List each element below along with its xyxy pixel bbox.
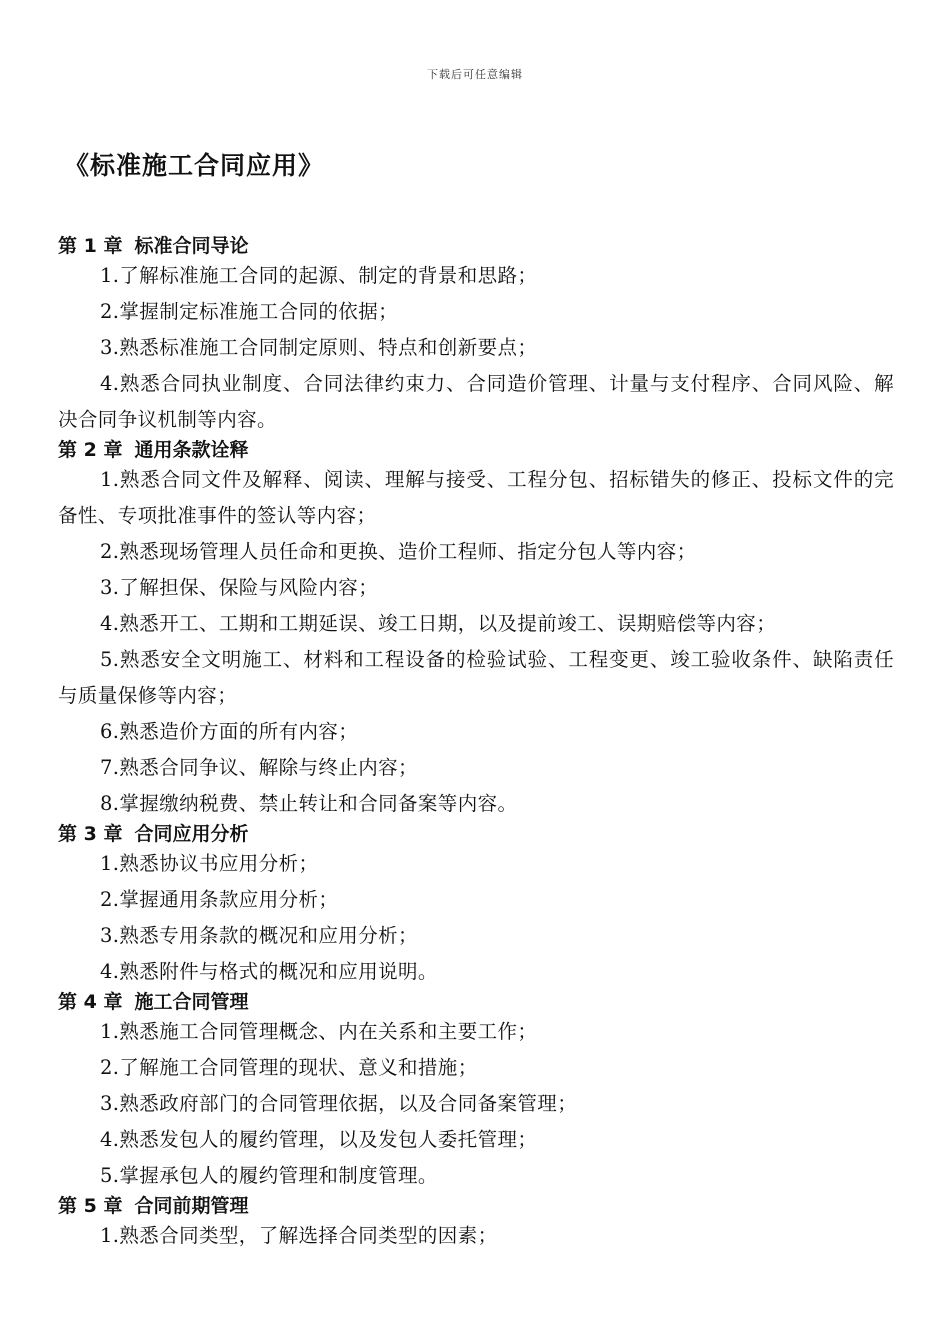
document-body — [58, 234, 894, 1254]
chapter-item: 2.了解施工合同管理的现状、意义和措施； — [100, 1056, 478, 1079]
chapter-item: 5.熟悉安全文明施工、材料和工程设备的检验试验、工程变更、竣工验收条件、缺陷责任与质量保修等内容； — [58, 648, 894, 707]
chapter-item: 4.熟悉附件与格式的概况和应用说明。 — [100, 960, 438, 983]
chapter-name: 施工合同管理 — [134, 991, 249, 1013]
chapter-item: 2.熟悉现场管理人员任命和更换、造价工程师、指定分包人等内容； — [100, 540, 697, 563]
chapter-item: 3.熟悉专用条款的概况和应用分析； — [100, 924, 418, 947]
chapter-heading — [58, 822, 894, 846]
document-title: 《标准施工合同应用》 — [64, 151, 325, 180]
chapter-4 — [58, 990, 894, 1194]
chapter-name: 合同应用分析 — [134, 823, 249, 845]
chapter-item: 1.熟悉施工合同管理概念、内在关系和主要工作； — [100, 1020, 538, 1043]
chapter-item: 1.熟悉合同文件及解释、阅读、理解与接受、工程分包、招标错失的修正、投标文件的完备性、专项批准事件的签认等内容； — [58, 468, 894, 527]
chapter-item: 3.了解担保、保险与风险内容； — [100, 576, 379, 599]
chapter-item: 5.掌握承包人的履约管理和制度管理。 — [100, 1164, 438, 1187]
chapter-name: 通用条款诠释 — [134, 439, 249, 461]
chapter-number: 第 5 章 — [58, 1195, 123, 1217]
chapter-item: 4.熟悉合同执业制度、合同法律约束力、合同造价管理、计量与支付程序、合同风险、解决合同争议机制等内容。 — [58, 372, 894, 431]
chapter-item: 1.熟悉协议书应用分析； — [100, 852, 319, 875]
chapter-item: 8.掌握缴纳税费、禁止转让和合同备案等内容。 — [100, 792, 518, 815]
chapter-3 — [58, 822, 894, 990]
chapter-item: 4.熟悉开工、工期和工期延误、竣工日期，以及提前竣工、误期赔偿等内容； — [100, 612, 777, 635]
chapter-number: 第 2 章 — [58, 439, 123, 461]
chapter-heading — [58, 234, 894, 258]
chapter-item: 2.掌握制定标准施工合同的依据； — [100, 300, 399, 323]
chapter-item: 6.熟悉造价方面的所有内容； — [100, 720, 359, 743]
chapter-item: 2.掌握通用条款应用分析； — [100, 888, 339, 911]
chapter-name: 合同前期管理 — [134, 1195, 249, 1217]
chapter-heading — [58, 438, 894, 462]
chapter-number: 第 4 章 — [58, 991, 123, 1013]
chapter-2 — [58, 438, 894, 822]
chapter-number: 第 3 章 — [58, 823, 123, 845]
chapter-item: 1.了解标准施工合同的起源、制定的背景和思路； — [100, 264, 538, 287]
chapter-item: 4.熟悉发包人的履约管理，以及发包人委托管理； — [100, 1128, 538, 1151]
chapter-5 — [58, 1194, 894, 1254]
chapter-heading — [58, 1194, 894, 1218]
chapter-number: 第 1 章 — [58, 235, 123, 257]
chapter-name: 标准合同导论 — [134, 235, 249, 257]
chapter-item: 3.熟悉政府部门的合同管理依据，以及合同备案管理； — [100, 1092, 578, 1115]
chapter-item: 3.熟悉标准施工合同制定原则、特点和创新要点； — [100, 336, 538, 359]
page-header-note: 下载后可任意编辑 — [427, 68, 523, 81]
chapter-heading — [58, 990, 894, 1014]
chapter-1 — [58, 234, 894, 438]
chapter-item: 1.熟悉合同类型，了解选择合同类型的因素； — [100, 1224, 498, 1247]
chapter-item: 7.熟悉合同争议、解除与终止内容； — [100, 756, 418, 779]
